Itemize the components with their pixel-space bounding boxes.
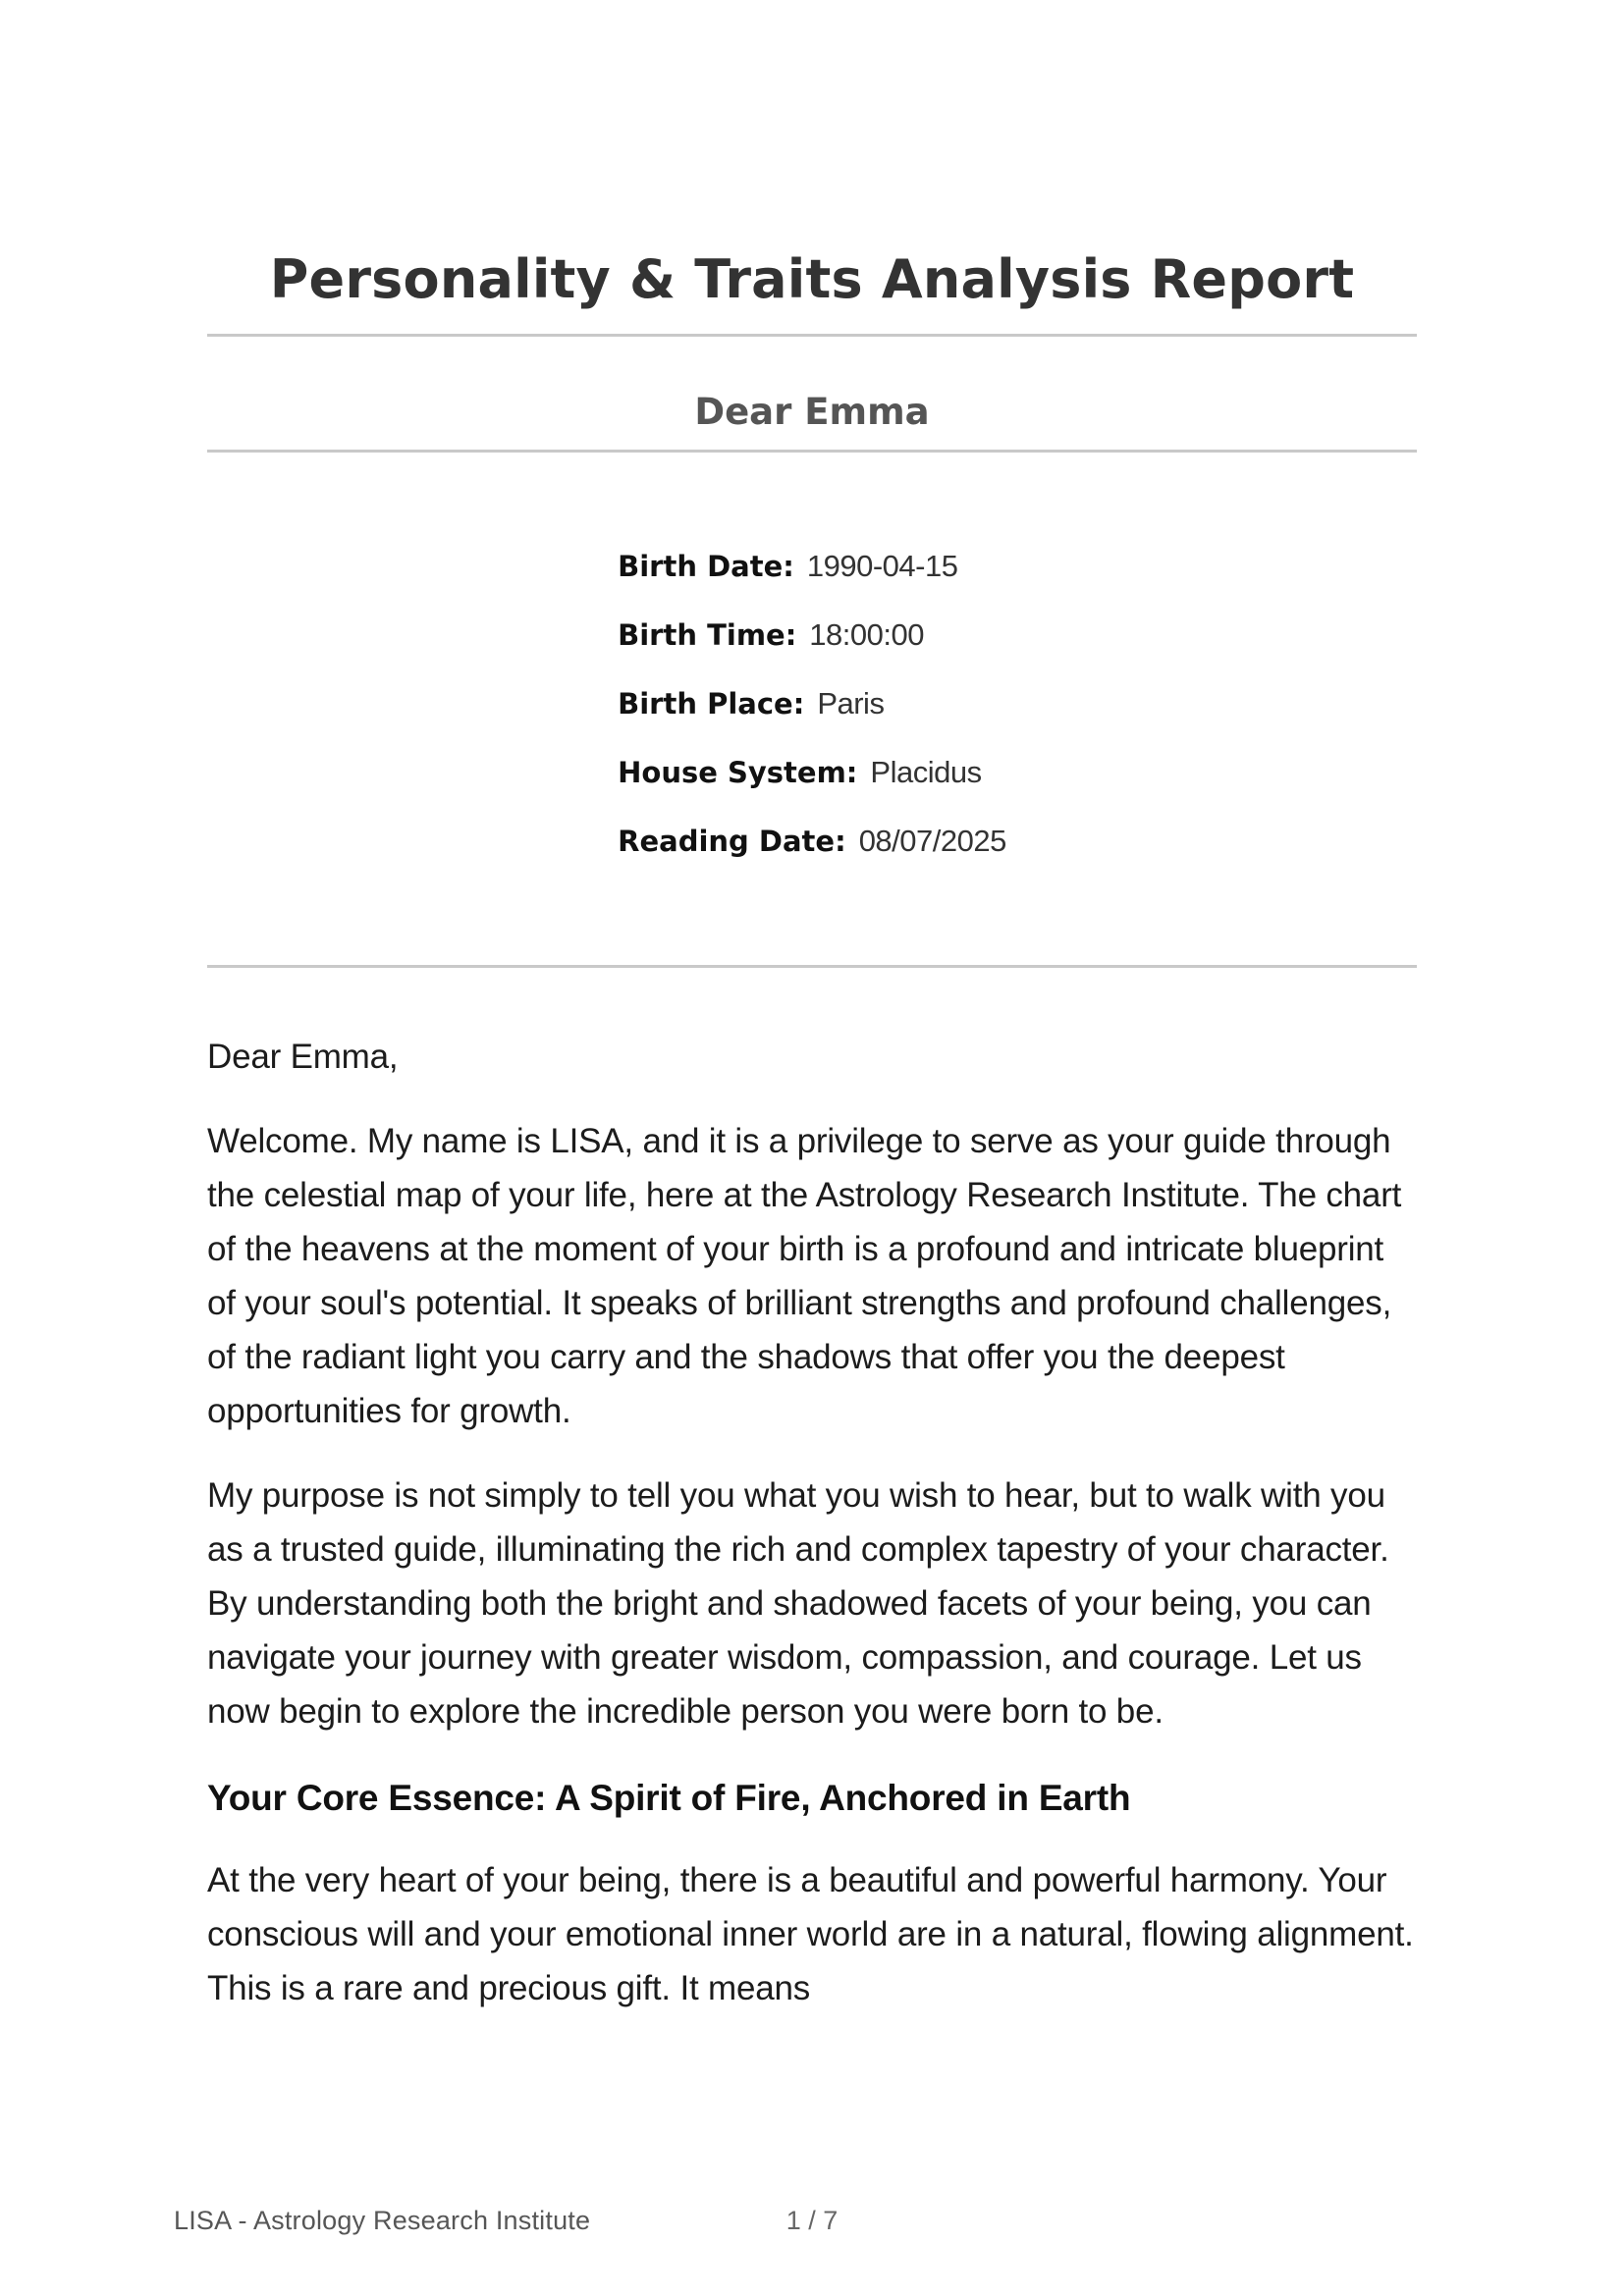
letter-body — [207, 1030, 1417, 2015]
birth-details-list — [618, 535, 1006, 879]
birth-date-row — [618, 535, 1006, 604]
page-content — [207, 0, 1417, 2015]
birth-place-value: Paris — [817, 686, 885, 721]
horizontal-rule-under-salutation — [207, 450, 1417, 453]
report-title: Personality & Traits Analysis Report — [269, 248, 1355, 310]
house-system-row — [618, 741, 1006, 810]
birth-details-block — [207, 535, 1417, 879]
house-system-value: Placidus — [870, 755, 982, 789]
section-heading-core-essence: Your Core Essence: A Spirit of Fire, Anchored in Earth — [207, 1778, 1131, 1818]
letter-paragraph-purpose: My purpose is not simply to tell you what you wish to hear, but to walk with you as a trusted guide, illuminating the rich and complex tapestry of your character. By understanding both the bright and shadowed facets of your being, you can navigate your journey with greater wisdom, compassion, and courage. Let us now begin to explore the incredible person you were born to be. — [207, 1476, 1389, 1731]
birth-time-label: Birth Time: — [618, 618, 797, 652]
footer-page-indicator: 1 / 7 — [785, 2206, 839, 2235]
letter-greeting: Dear Emma, — [207, 1038, 399, 1076]
horizontal-rule-under-details — [207, 965, 1417, 968]
birth-time-value: 18:00:00 — [809, 617, 924, 652]
reading-date-label: Reading Date: — [618, 825, 846, 858]
footer-organization: LISA - Astrology Research Institute — [174, 2206, 591, 2235]
letter-paragraph-core-essence: At the very heart of your being, there is a beautiful and powerful harmony. Your conscious will and your emotional inner world are in a natural, flowing alignment. This is a rare and precious gift. It means — [207, 1861, 1414, 2007]
page-footer — [0, 2199, 1624, 2242]
reading-date-value: 08/07/2025 — [858, 824, 1006, 858]
reading-date-row — [618, 810, 1006, 879]
birth-place-label: Birth Place: — [618, 687, 805, 721]
birth-date-value: 1990-04-15 — [806, 549, 958, 583]
house-system-label: House System: — [618, 756, 858, 789]
birth-place-row — [618, 672, 1006, 741]
birth-time-row — [618, 604, 1006, 672]
salutation-heading: Dear Emma — [694, 391, 930, 433]
birth-date-label: Birth Date: — [618, 550, 794, 583]
letter-paragraph-intro: Welcome. My name is LISA, and it is a privilege to serve as your guide through the celestial map of your life, here at the Astrology Research Institute. The chart of the heavens at the moment of your birth is a profound and intricate blueprint of your soul's potential. It speaks of brilliant strengths and profound challenges, of the radiant light you carry and the shadows that offer you the deepest opportunities for growth. — [207, 1122, 1402, 1430]
horizontal-rule-top — [207, 334, 1417, 337]
